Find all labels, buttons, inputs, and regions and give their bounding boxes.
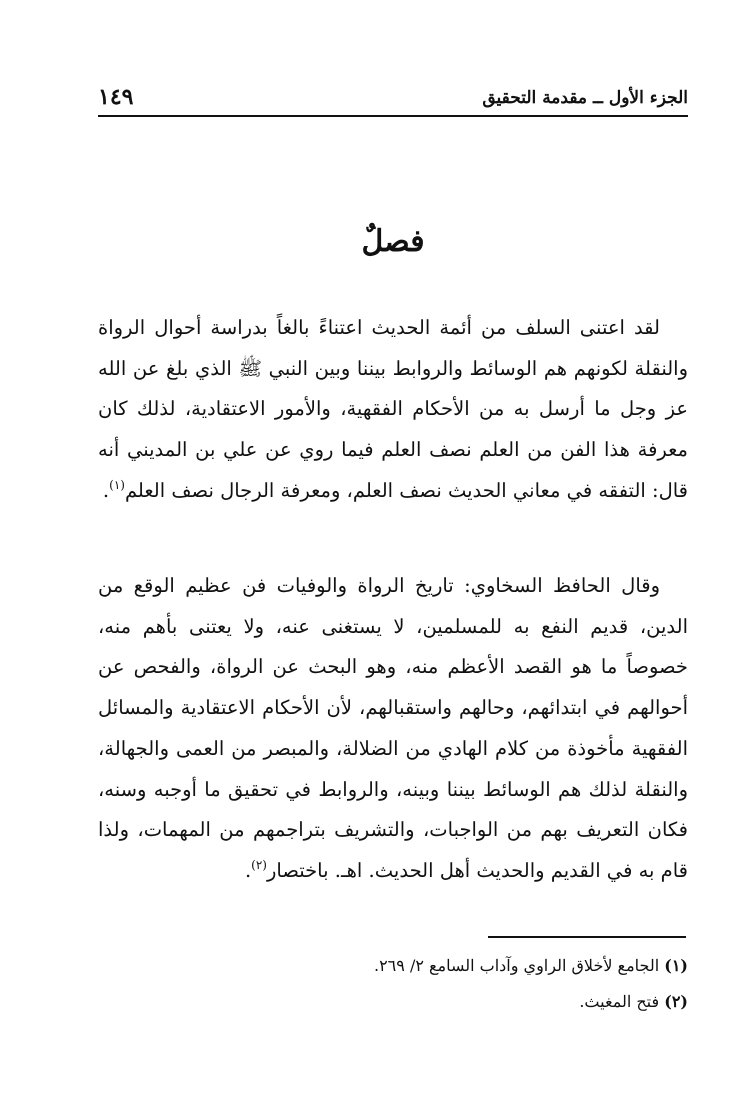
paragraph-2 bbox=[98, 566, 688, 892]
footnote-2-text: فتح المغيث. bbox=[579, 992, 660, 1011]
footnote-ref-1[interactable]: (١) bbox=[109, 477, 125, 492]
running-title: الجزء الأول ــ مقدمة التحقيق bbox=[482, 88, 688, 108]
footnote-1-number: (١) bbox=[664, 956, 688, 975]
page-header bbox=[98, 82, 688, 116]
page-number: ١٤٩ bbox=[98, 84, 134, 110]
footnotes bbox=[98, 948, 688, 1020]
footnote-2 bbox=[98, 984, 688, 1020]
paragraph-1-text: لقد اعتنى السلف من أئمة الحديث اعتناءً بالغاً بدراسة أحوال الرواة والنقلة لكونهم هم الوسائط والروابط بيننا وبين النبي ﷺ الذي بلغ عن الله عز وجل ما أرسل به من الأحكام الفقهية، والأمور الاعتقادية، لذلك كان معرفة هذا الفن من العلم نصف العلم فيما روي عن علي بن المديني أنه قال: التفقه في معاني الحديث نصف العلم، ومعرفة الرجال نصف العلم bbox=[98, 316, 688, 502]
footnote-1-text: الجامع لأخلاق الراوي وآداب السامع ٢/ ٢٦٩. bbox=[373, 956, 660, 975]
header-rule bbox=[98, 115, 688, 117]
paragraph-2-text: وقال الحافظ السخاوي: تاريخ الرواة والوفيات فن عظيم الوقع من الدين، قديم النفع به للمسلمين، لا يستغنى عنه، ولا يعتنى بأهم منه، خصوصاً ما هو القصد الأعظم منه، وهو البحث عن الرواة، والفحص عن أحوالهم في ابتدائهم، وحالهم واستقبالهم، لأن الأحكام الاعتقادية والمسائل الفقهية مأخوذة من كلام الهادي من الضلالة، والمبصر من العمى والجهالة، والنقلة لذلك هم الوسائط بيننا وبينه، والروابط في تحقيق ما أوجبه وسنه، فكان التعريف بهم من الواجبات، والتشريف بتراجمهم من المهمات، ولذا قام به في القديم والحديث أهل الحديث. اهـ. باختصار bbox=[98, 574, 688, 882]
paragraph-1-end: . bbox=[102, 478, 110, 502]
paragraph-1 bbox=[98, 308, 688, 512]
footnote-ref-2[interactable]: (٢) bbox=[251, 857, 267, 872]
footnote-separator bbox=[488, 936, 686, 938]
paragraph-2-end: . bbox=[244, 858, 252, 882]
footnote-1 bbox=[98, 948, 688, 984]
footnote-2-number: (٢) bbox=[664, 992, 688, 1011]
section-title: فصلٌ bbox=[361, 224, 425, 259]
